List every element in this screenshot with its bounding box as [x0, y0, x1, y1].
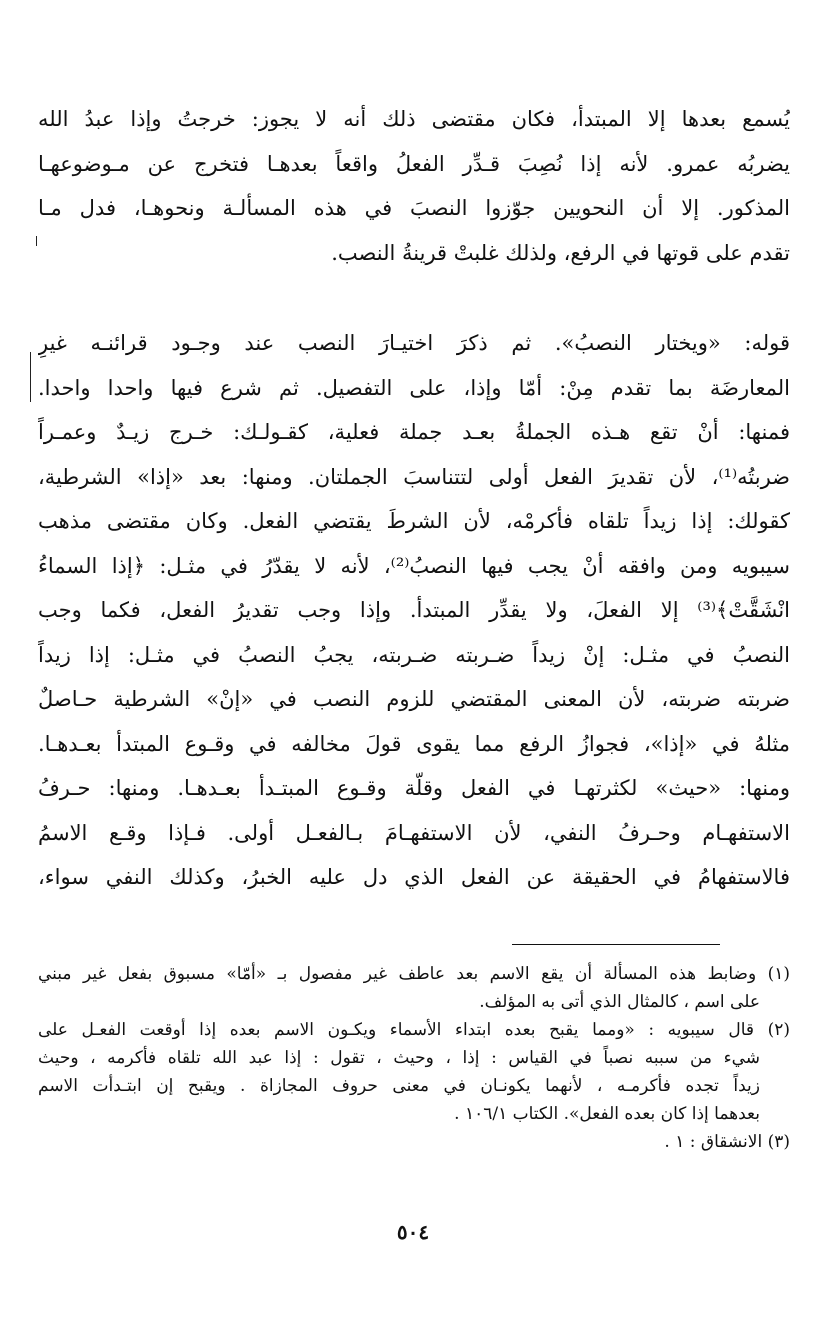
text-line: المذكور. إلا أن النحويين جوّزوا النصبَ في هذه المسألـة ونحوهـا، فدل مـا — [38, 196, 790, 220]
text-line: ومنها: «حيث» لكثرتهـا في الفعل وقلّة وقـوع المبتـدأ بعـدهـا. ومنها: حـرفُ — [38, 776, 790, 800]
footnotes — [38, 960, 790, 1156]
footnote-line: (٣) الانشقاق : ١ . — [664, 1132, 790, 1152]
footnote-3 — [38, 1128, 790, 1156]
text-line: قوله: «ويختار النصبُ». ثم ذكرَ اختيـارَ النصب عند وجـود قرائنـه غيرِ — [38, 331, 790, 355]
text-line: المعارضَة بما تقدم مِنْ: أمّا وإذا، على التفصيل. ثم شرع فيها واحدا واحدا. — [38, 375, 790, 400]
text-line: الاستفهـام وحـرفُ النفي، لأن الاستفهـامَ بـالفعـل أولى. فـإذا وقـع الاسمُ — [38, 820, 790, 845]
text-line: مثلهُ في «إذا»، فجوازُ الرفع مما يقوى قولَ مخالفه في وقـوع المبتدأ بعـدهـا. — [38, 731, 790, 756]
footnote-separator — [512, 944, 720, 945]
page-number: ٥٠٤ — [396, 1220, 430, 1244]
paragraph-1 — [38, 97, 790, 275]
text-line: فالاستفهامُ في الحقيقة عن الفعل الذي دل عليه الخبرُ، وكذلك النفي سواء، — [38, 865, 790, 889]
text-line: يُسمع بعدها إلا المبتدأ، فكان مقتضى ذلك أنه لا يجوز: خرجتُ وإذا عبدُ الله — [38, 107, 790, 131]
text-line: تقدم على قوتها في الرفع، ولذلك غلبتْ قرينةُ النصب. — [331, 240, 790, 265]
footnote-line: زيداً تجده فأكرمـه ، لأنهما يكونـان في معنى حروف المجازاة . ويقبح إن ابتـدأت الاسم — [38, 1076, 760, 1096]
footnote-line: (١) وضابط هذه المسألة أن يقع الاسم بعد عاطف غير مفصول بـ «أمّا» مسبوق بفعل غير مبني — [38, 964, 790, 984]
footnote-line: على اسم ، كالمثال الذي أتى به المؤلف. — [479, 992, 760, 1012]
text-line: كقولك: إذا زيداً تلقاه فأكرمْه، لأن الشرطَ يقتضي الفعل. وكان مقتضى مذهب — [38, 509, 790, 533]
footnote-1 — [38, 960, 790, 1016]
footnote-2 — [38, 1016, 790, 1128]
margin-mark — [30, 352, 31, 402]
text-line: النصبُ في مثـل: إنْ زيداً ضـربته ضـربته، يجبُ النصبُ في مثـل: إذا زيداً — [38, 642, 790, 667]
text-line: ضربته ضربته، لأن المعنى المقتضي للزوم النصب في «إنْ» الشرطية حـاصلٌ — [38, 687, 790, 711]
text-line: فمنها: أنْ تقع هـذه الجملةُ بعـد جملة فعلية، كقـولـك: خـرج زيـدٌ وعمـراً — [38, 420, 790, 444]
footnote-line: بعدهما إذا كان بعده الفعل». الكتاب ١٠٦/١ . — [454, 1104, 760, 1124]
text-line: سيبويه ومن وافقه أنْ يجب فيها النصبُ⁽²⁾، لأنه لا يقدّرُ في مثـل: ﴿إذا السماءُ — [38, 553, 790, 578]
footnote-line: شيء من سببه نصباً في القياس : إذا ، وحيث ، تقول : إذا عبد الله تلقاه فأكرمه ، وحيث — [38, 1048, 760, 1068]
text-line: انْشَقَّتْ﴾⁽³⁾ إلا الفعلَ، ولا يقدِّر المبتدأ. وإذا وجب تقديرُ الفعل، فكما وجب — [38, 598, 790, 622]
margin-mark — [36, 236, 37, 246]
text-line: ضربتُه⁽¹⁾، لأن تقديرَ الفعل أولى لتتناسبَ الجملتان. ومنها: بعد «إذا» الشرطية، — [38, 464, 790, 489]
paragraph-2 — [38, 321, 790, 900]
text-line: يضربُه عمرو. لأنه إذا نُصِبَ قـدِّر الفعلُ واقعاً بعدهـا فتخرج عن مـوضوعهـا — [38, 151, 790, 176]
footnote-line: (٢) قال سيبويه : «ومما يقبح بعده ابتداء الأسماء ويكـون الاسم بعده إذا أوقعت الفعـل على — [38, 1020, 790, 1040]
